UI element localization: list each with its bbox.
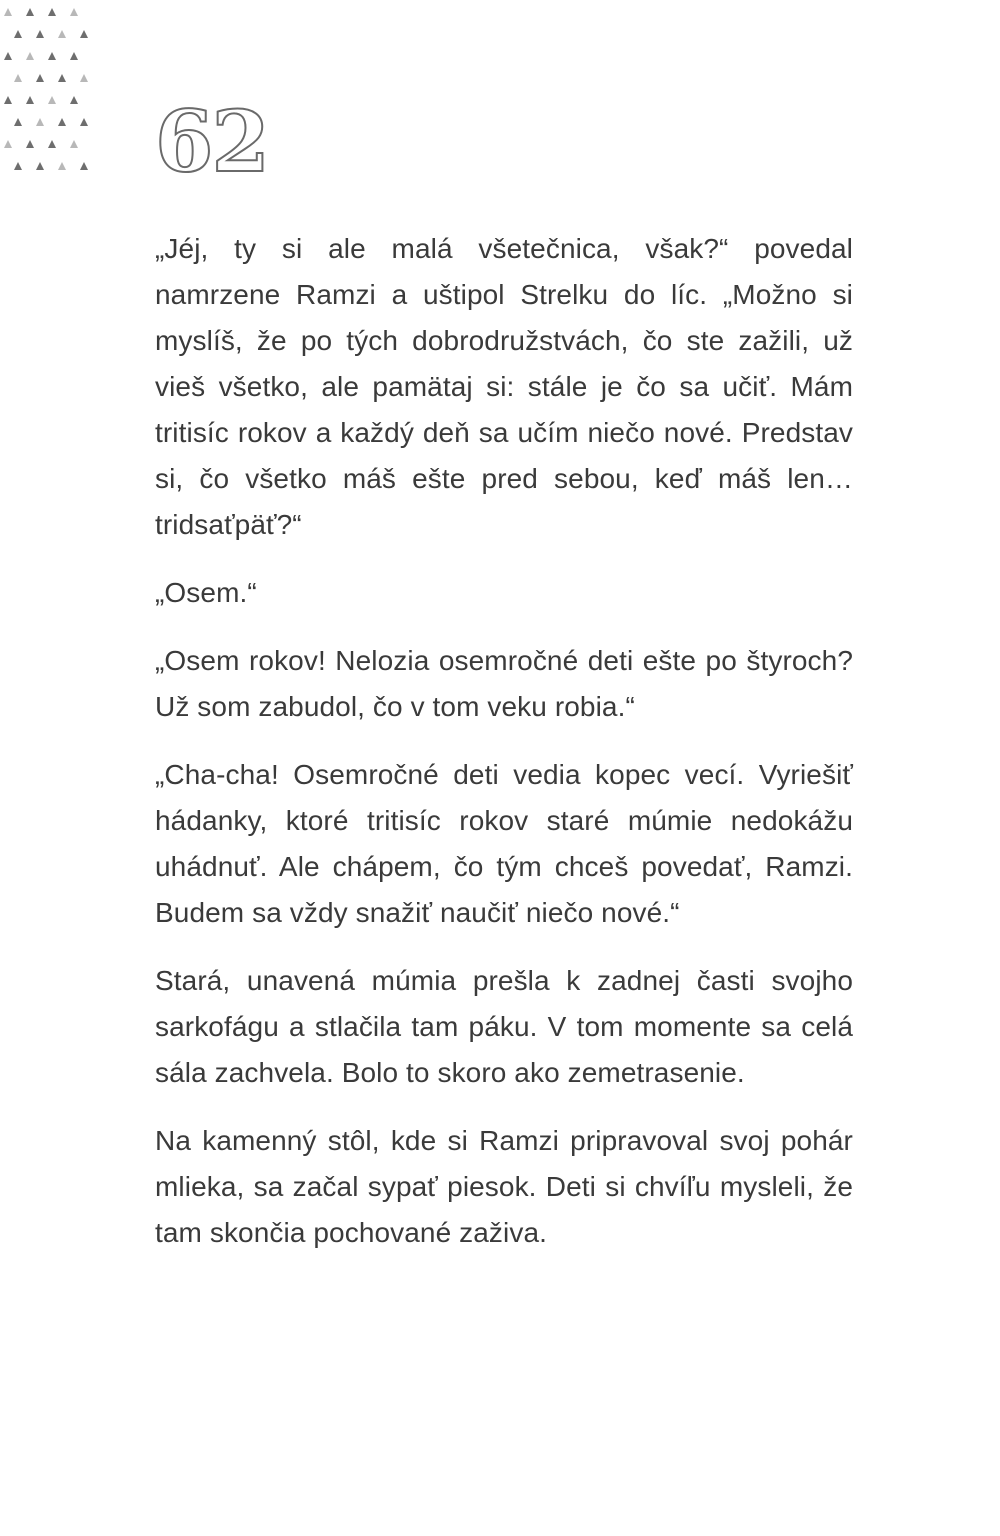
- triangle-ornament: [48, 52, 56, 60]
- body-text: [155, 226, 853, 1278]
- triangle-ornament: [26, 96, 34, 104]
- paragraph: „Osem rokov! Nelozia osemročné deti ešte po štyroch? Už som zabudol, čo v tom veku robia.“: [155, 645, 853, 722]
- triangle-ornament: [4, 8, 12, 16]
- triangle-ornament: [80, 30, 88, 38]
- triangle-ornament: [4, 52, 12, 60]
- triangle-ornament: [58, 118, 66, 126]
- triangle-ornament: [48, 8, 56, 16]
- decorative-triangle-pattern: [0, 0, 90, 185]
- triangle-ornament: [48, 140, 56, 148]
- triangle-ornament: [26, 8, 34, 16]
- paragraph: „Cha-cha! Osemročné deti vedia kopec vecí. Vyriešiť hádanky, ktoré tritisíc rokov staré múmie nedokážu uhádnuť. Ale chápem, čo tým chceš povedať, Ramzi. Budem sa vždy snažiť naučiť niečo nové.“: [155, 759, 853, 928]
- triangle-ornament: [4, 96, 12, 104]
- triangle-ornament: [14, 162, 22, 170]
- triangle-ornament: [14, 118, 22, 126]
- triangle-ornament: [58, 74, 66, 82]
- paragraph: Na kamenný stôl, kde si Ramzi pripravoval svoj pohár mlieka, sa začal sypať piesok. Deti si chvíľu mysleli, že tam skončia pochované zaživa.: [155, 1125, 853, 1248]
- triangle-ornament: [80, 162, 88, 170]
- triangle-ornament: [14, 30, 22, 38]
- triangle-ornament: [36, 118, 44, 126]
- page-number: 62: [155, 92, 268, 191]
- triangle-ornament: [36, 30, 44, 38]
- triangle-ornament: [4, 140, 12, 148]
- triangle-ornament: [58, 162, 66, 170]
- triangle-ornament: [70, 140, 78, 148]
- triangle-ornament: [48, 96, 56, 104]
- triangle-ornament: [14, 74, 22, 82]
- triangle-ornament: [80, 118, 88, 126]
- triangle-ornament: [70, 96, 78, 104]
- triangle-ornament: [26, 140, 34, 148]
- triangle-ornament: [80, 74, 88, 82]
- triangle-ornament: [70, 52, 78, 60]
- paragraph: Stará, unavená múmia prešla k zadnej časti svojho sarkofágu a stlačila tam páku. V tom momente sa celá sála zachvela. Bolo to skoro ako zemetrasenie.: [155, 965, 853, 1088]
- triangle-ornament: [36, 74, 44, 82]
- paragraph: „Jéj, ty si ale malá všetečnica, však?“ povedal namrzene Ramzi a uštipol Strelku do líc. „Možno si myslíš, že po tých dobrodružstvách, čo ste zažili, už vieš všetko, ale pamätaj si: stále je čo sa učiť. Mám tritisíc rokov a každý deň sa učím niečo nové. Predstav si, čo všetko máš ešte pred sebou, keď máš len… tridsaťpäť?“: [155, 233, 853, 540]
- triangle-ornament: [36, 162, 44, 170]
- triangle-ornament: [70, 8, 78, 16]
- triangle-ornament: [58, 30, 66, 38]
- triangle-ornament: [26, 52, 34, 60]
- paragraph: „Osem.“: [155, 577, 257, 608]
